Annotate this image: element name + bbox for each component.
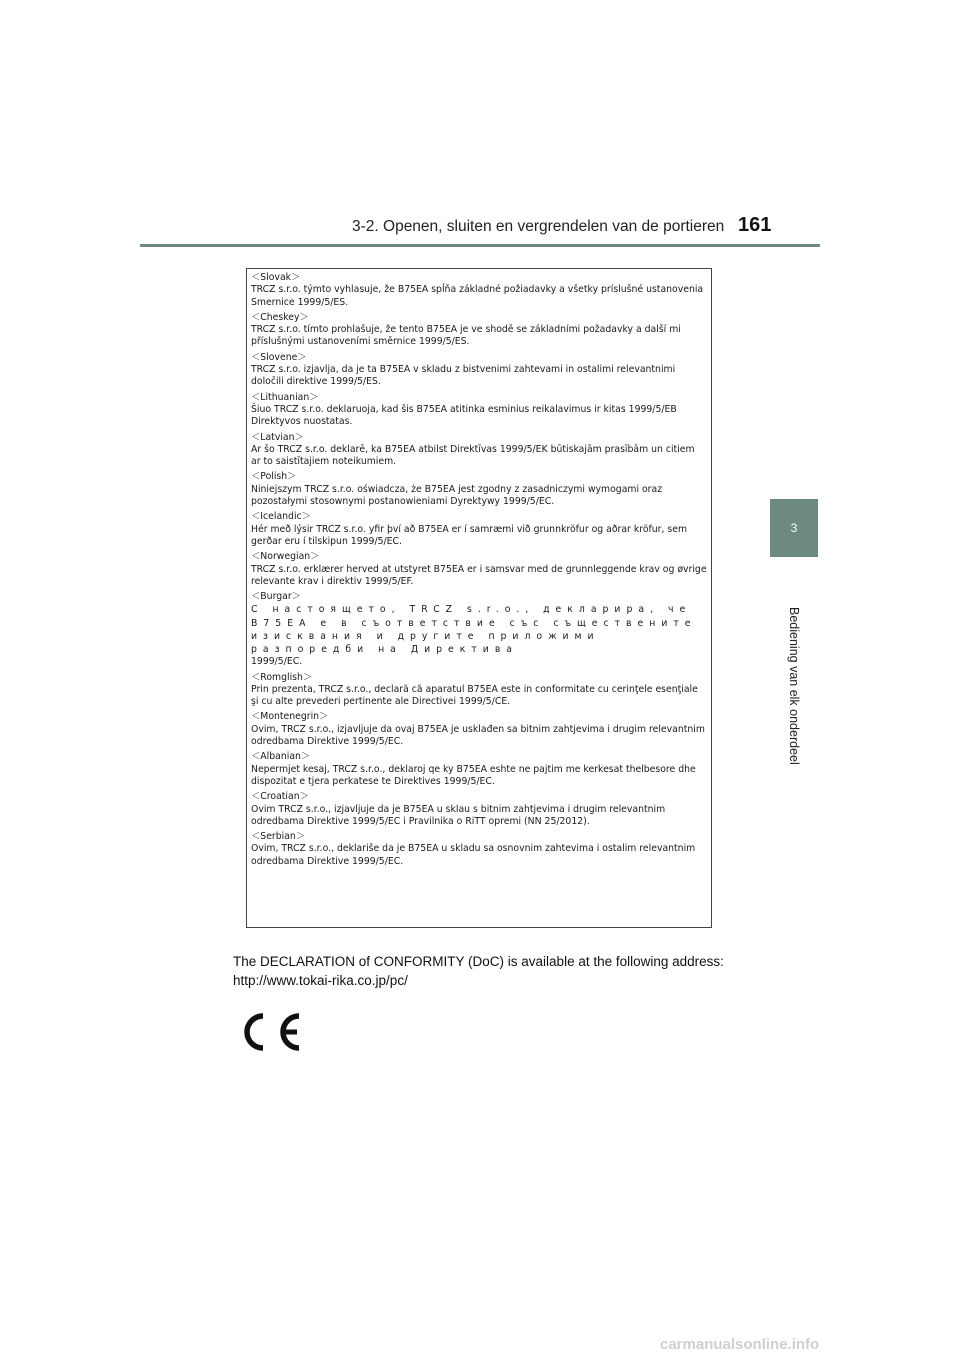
declaration-text: Hér með lýsir TRCZ s.r.o. yfir því að B75EA er í samræmi við grunnkröfur og aðrar kröfur, sem gerðar eru í tilskipun 1999/5/EC. bbox=[251, 523, 688, 547]
declaration-norwegian bbox=[251, 551, 707, 588]
page-number: 161 bbox=[738, 214, 772, 236]
declaration-language: ＜Lithuanian＞ bbox=[251, 391, 319, 403]
declaration-language: ＜Burgar＞ bbox=[251, 591, 301, 603]
doc-availability-note bbox=[233, 952, 733, 990]
declaration-language: ＜Montenegrin＞ bbox=[251, 711, 329, 723]
declaration-lithuanian bbox=[251, 392, 707, 429]
page-header-title: 3-2. Openen, sluiten en vergrendelen van de portieren bbox=[352, 218, 725, 235]
declaration-text: Ovim, TRCZ s.r.o., deklariše da je B75EA u skladu sa osnovnim zahtevima i ostalim relevantnim odredbama Direktive 1999/5/EC. bbox=[251, 843, 696, 867]
declaration-language: ＜Croatian＞ bbox=[251, 791, 309, 803]
declaration-language: ＜Serbian＞ bbox=[251, 831, 306, 843]
declaration-text: TRCZ s.r.o. tímto prohlašuje, že tento B75EA je ve shodě se základními požadavky a další mi příslušnými ustanoveními směrnice 1999/5/ES. bbox=[251, 324, 681, 348]
declaration-slovene bbox=[251, 352, 707, 389]
declaration-text: Prin prezenta, TRCZ s.r.o., declară că aparatul B75EA este in conformitate cu cerinţele esenţiale şi cu alte prevederi pertinente ale Directivei 1999/5/CE. bbox=[251, 683, 698, 708]
declaration-language: ＜Norwegian＞ bbox=[251, 551, 320, 563]
declaration-text: Ovim TRCZ s.r.o., izjavljuje da je B75EA u sklau s bitnim zahtjevima i drugim relevantnim odredbama Direktive 1999/5/EC i Pravilnika o RiTT opremi (NN 25/2012). bbox=[251, 803, 666, 827]
declaration-text: Ar šo TRCZ s.r.o. deklarē, ka B75EA atbilst Direktīvas 1999/5/EK būtiskajām prasībām un citiem ar to saistītajiem noteikumiem. bbox=[251, 443, 695, 468]
declaration-albanian bbox=[251, 751, 707, 788]
header-divider bbox=[140, 244, 820, 247]
declaration-text: TRCZ s.r.o. izjavlja, da je ta B75EA v skladu z bistvenimi zahtevami in ostalimi relevantnimi določili direktive 1999/5/ES. bbox=[251, 364, 676, 388]
declaration-text: Nepermjet kesaj, TRCZ s.r.o., deklaroj qe ky B75EA eshte ne pajtim me kerkesat thelbesore dhe dispozitat e tjera perkatese te Direktives 1999/5/EC. bbox=[251, 763, 696, 787]
declaration-text: Niniejszym TRCZ s.r.o. oświadcza, że B75EA jest zgodny z zasadniczymi wymogami oraz pozostałymi stosownymi postanowieniami Dyrektywy 1999/5/EC. bbox=[251, 483, 663, 508]
declaration-text-directive: 1999/5/ЕС. bbox=[251, 656, 303, 668]
declaration-language: ＜Polish＞ bbox=[251, 471, 297, 483]
doc-url: http://www.tokai-rika.co.jp/pc/ bbox=[233, 973, 408, 988]
declaration-cheskey bbox=[251, 312, 707, 349]
declaration-icelandic bbox=[251, 511, 707, 548]
chapter-tab bbox=[770, 499, 818, 557]
declaration-polish bbox=[251, 471, 707, 508]
doc-note-text: The DECLARATION of CONFORMITY (DoC) is available at the following address: bbox=[233, 954, 724, 969]
declaration-text: Šiuo TRCZ s.r.o. deklaruoja, kad šis B75EA atitinka esminius reikalavimus ir kitas 1999/5/EB Direktyvos nuostatas. bbox=[251, 403, 677, 428]
declaration-slovak bbox=[251, 272, 707, 309]
declaration-language: ＜Cheskey＞ bbox=[251, 311, 309, 323]
declaration-croatian bbox=[251, 791, 707, 828]
declaration-language: ＜Albanian＞ bbox=[251, 751, 311, 763]
declaration-language: ＜Slovak＞ bbox=[251, 272, 301, 283]
declaration-text: Ovim, TRCZ s.r.o., izjavljuje da ovaj B75EA je usklađen sa bitnim zahtjevima i drugim relevantnim odredbama Direktive 1999/5/EC. bbox=[251, 723, 705, 748]
ce-mark-icon bbox=[233, 1008, 305, 1056]
declaration-text: TRCZ s.r.o. erklærer herved at utstyret B75EA er i samsvar med de grunnleggende krav og øvrige relevante krav i direktiv 1999/5/EF. bbox=[251, 563, 707, 587]
chapter-label: Bediening van elk onderdeel bbox=[787, 607, 801, 765]
declaration-language: ＜Latvian＞ bbox=[251, 431, 304, 443]
declaration-montenegrin bbox=[251, 711, 707, 748]
declaration-romglish bbox=[251, 672, 707, 709]
declaration-latvian bbox=[251, 432, 707, 469]
declaration-text: TRCZ s.r.o. týmto vyhlasuje, že B75EA spĺňa základné požiadavky a všetky príslušné ustanovenia Smernice 1999/5/ES. bbox=[251, 284, 704, 308]
declaration-language: ＜Slovene＞ bbox=[251, 351, 307, 363]
watermark: carmanualsonline.info bbox=[660, 1336, 820, 1353]
declaration-text: С настоящето, TRCZ s.r.o., декларира, че B75EA е в съответствие със съществените изисквания и другите приложими разпоредби на Директива bbox=[251, 604, 697, 656]
declaration-language: ＜Romglish＞ bbox=[251, 671, 313, 683]
declarations-box bbox=[246, 268, 712, 928]
declaration-burgar bbox=[251, 591, 707, 668]
declaration-serbian bbox=[251, 831, 707, 868]
declaration-language: ＜Icelandic＞ bbox=[251, 511, 311, 523]
chapter-number: 3 bbox=[790, 521, 798, 535]
